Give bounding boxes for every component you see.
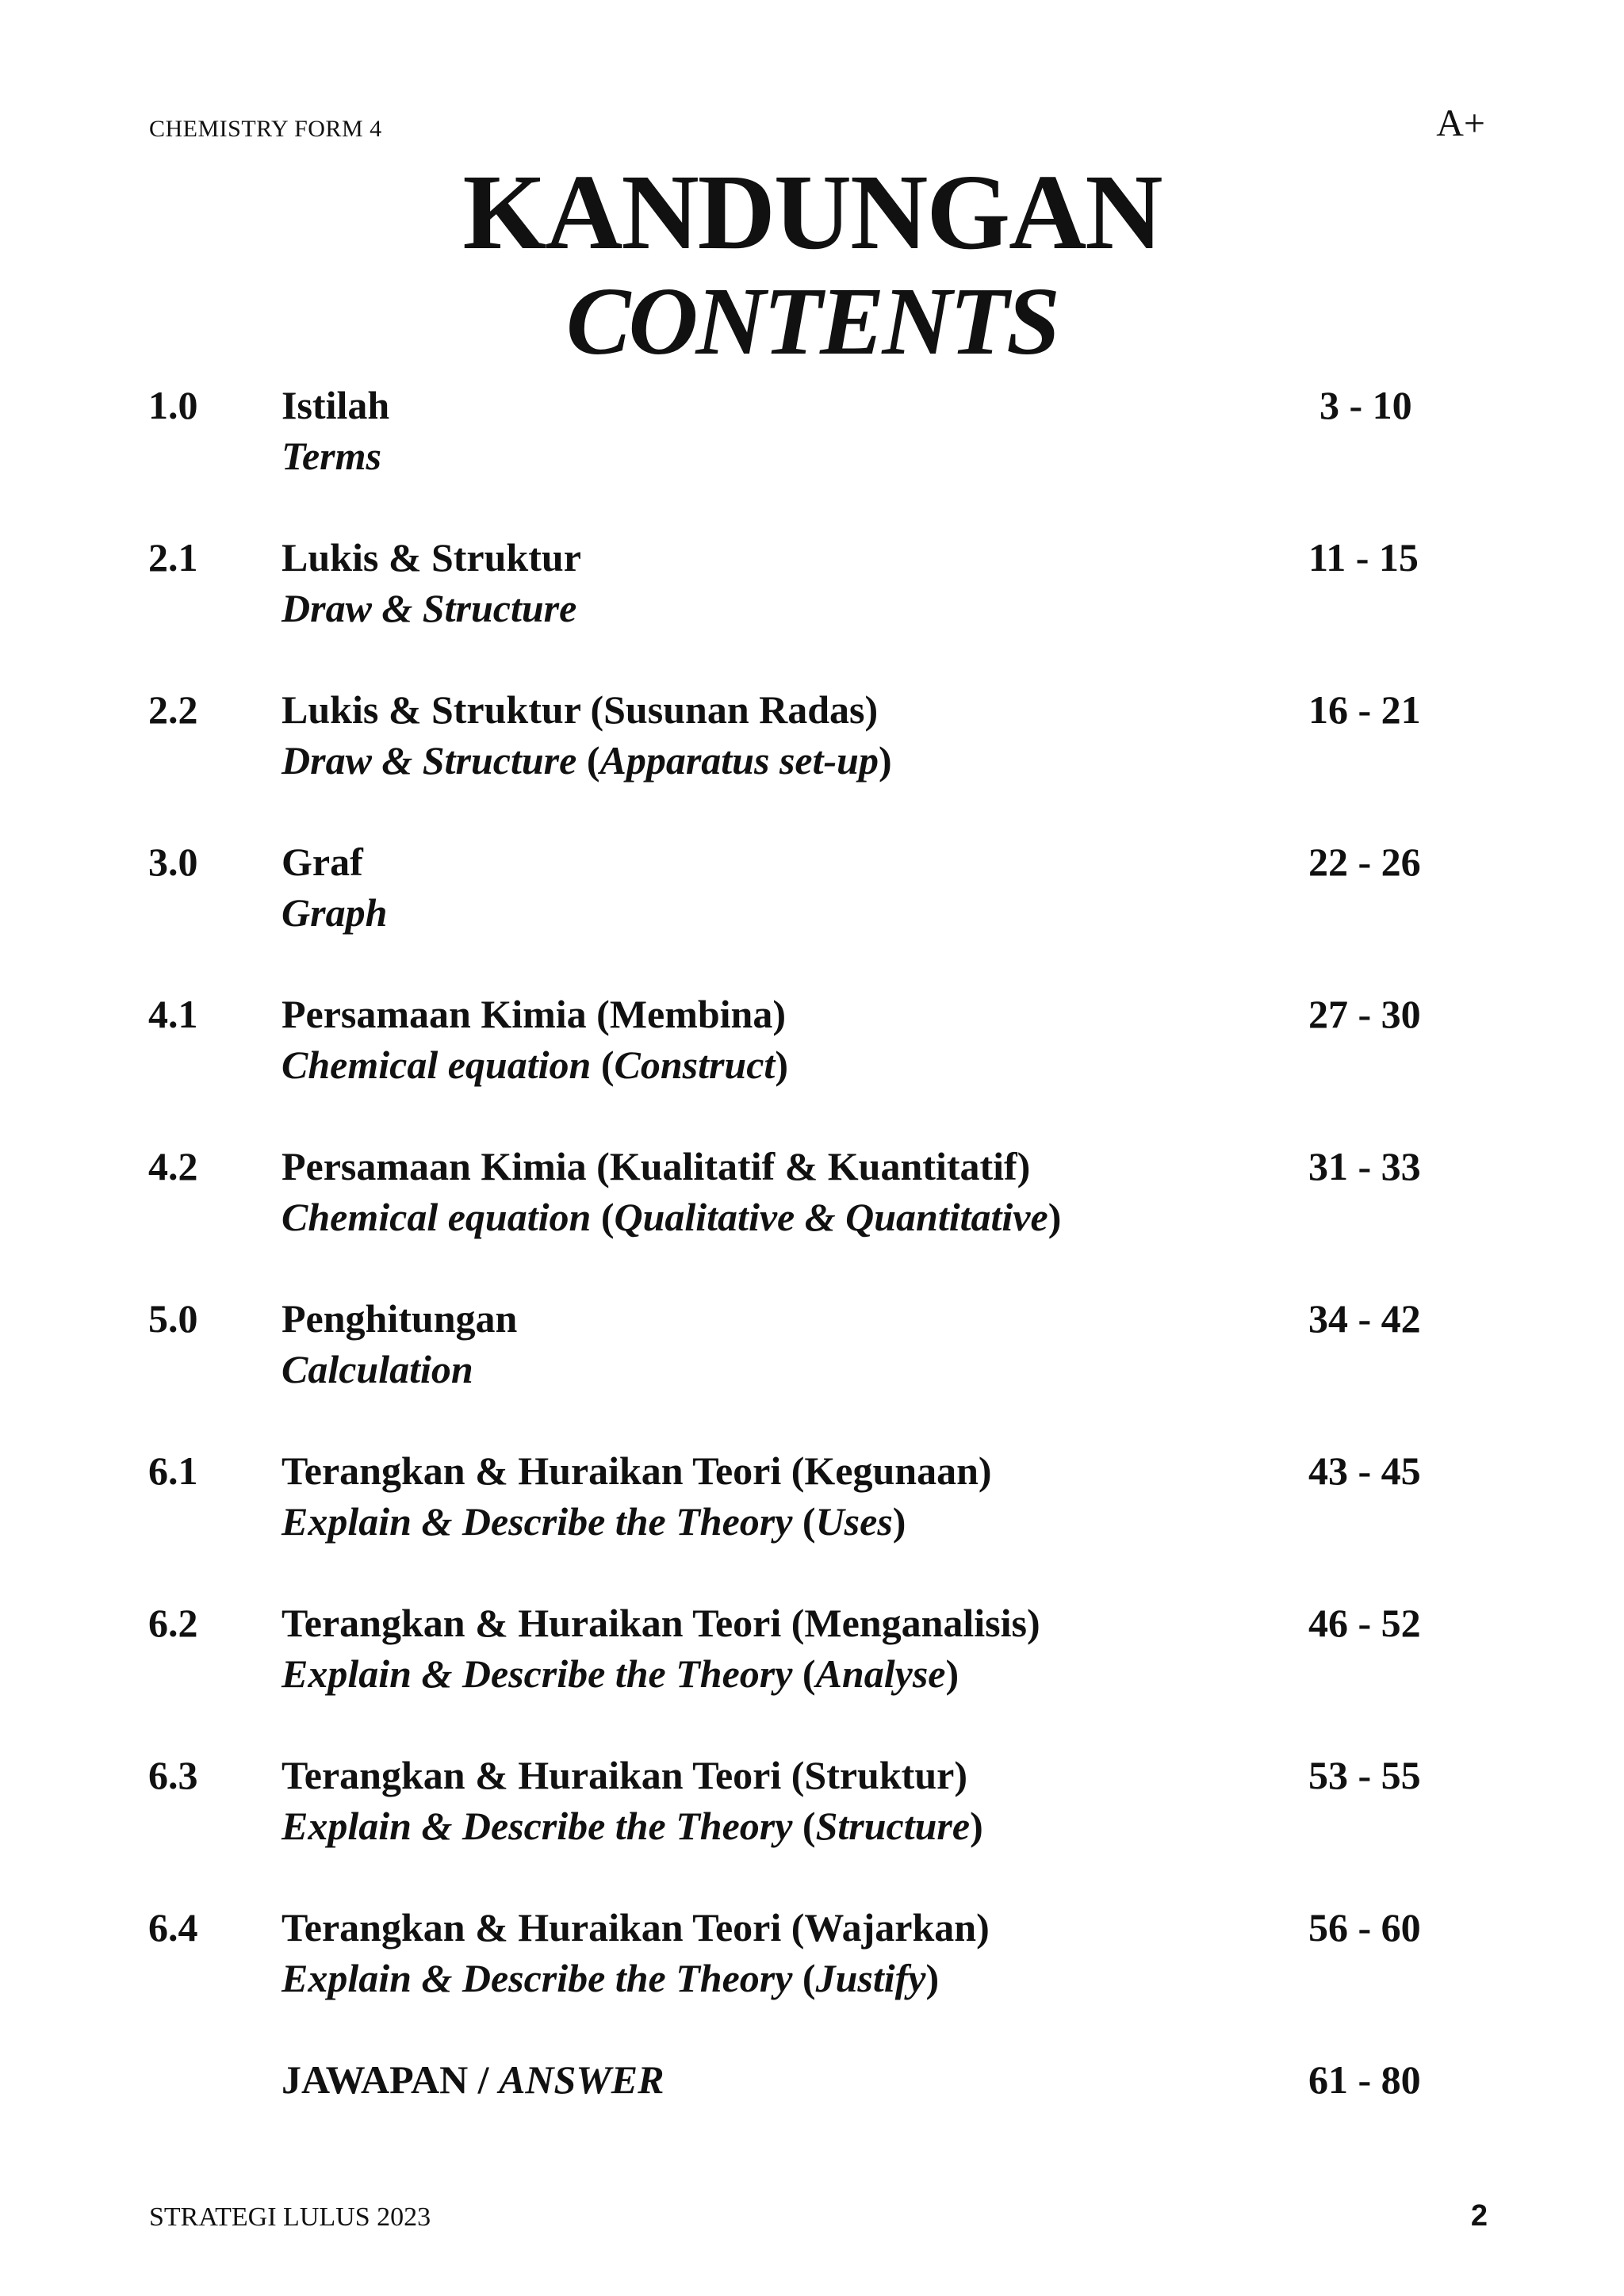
entry-title-english-detail: Justify xyxy=(815,1956,926,2000)
entry-pages: 34 - 42 xyxy=(1308,1296,1421,1341)
entry-title-english-text: Explain & Describe the Theory xyxy=(282,1804,793,1848)
entry-number: 4.1 xyxy=(148,992,198,1036)
entry-title-malay: Lukis & Struktur xyxy=(282,535,581,580)
entry-number: 6.3 xyxy=(148,1753,198,1797)
entry-title-malay: Graf xyxy=(282,840,363,884)
toc-entry-6-4 xyxy=(0,1904,1624,2057)
entry-number: 2.1 xyxy=(148,535,198,580)
toc-entry-2-1 xyxy=(0,534,1624,687)
entry-title-english-text: Chemical equation xyxy=(282,1195,592,1239)
entry-pages: 53 - 55 xyxy=(1308,1753,1421,1797)
entry-title-malay: Terangkan & Huraikan Teori (Kegunaan) xyxy=(282,1448,992,1493)
toc-entry-6-2 xyxy=(0,1600,1624,1752)
entry-title-english-text: Graph xyxy=(282,890,388,935)
entry-title-english-text: Explain & Describe the Theory xyxy=(282,1956,793,2000)
entry-title-english xyxy=(282,1346,473,1392)
entry-title-malay: Istilah xyxy=(282,383,390,427)
entry-number: 1.0 xyxy=(148,383,198,427)
entry-title-malay: Terangkan & Huraikan Teori (Struktur) xyxy=(282,1753,967,1797)
toc-entry-4-2 xyxy=(0,1143,1624,1295)
toc-entry-6-1 xyxy=(0,1448,1624,1600)
entry-title-english xyxy=(282,890,387,936)
entry-title-english-text: Draw & Structure xyxy=(282,738,577,783)
page-number: 2 xyxy=(1470,2199,1488,2233)
entry-pages: 11 - 15 xyxy=(1308,535,1419,580)
entry-title-english: Explain & Describe the Theory (Uses) xyxy=(282,1499,906,1544)
entry-title-malay: Terangkan & Huraikan Teori (Menganalisis) xyxy=(282,1601,1040,1645)
entry-title-malay: Terangkan & Huraikan Teori (Wajarkan) xyxy=(282,1905,990,1950)
entry-title-english-detail: Construct xyxy=(614,1043,776,1087)
page-subtitle: CONTENTS xyxy=(566,268,1058,375)
header-grade: A+ xyxy=(1436,102,1485,144)
entry-title-malay: Lukis & Struktur (Susunan Radas) xyxy=(282,687,879,732)
answer-title-malay: JAWAPAN / xyxy=(282,2057,500,2102)
entry-number: 6.1 xyxy=(148,1448,198,1493)
entry-pages: 27 - 30 xyxy=(1308,992,1421,1036)
entry-title-english: Explain & Describe the Theory (Structure) xyxy=(282,1804,983,1848)
entry-title-malay: Persamaan Kimia (Membina) xyxy=(282,992,787,1036)
entry-number: 4.2 xyxy=(148,1144,198,1188)
entry-pages: 43 - 45 xyxy=(1308,1448,1421,1493)
toc-entry-5-0 xyxy=(0,1295,1624,1448)
entry-pages: 31 - 33 xyxy=(1308,1144,1421,1188)
entry-title-english xyxy=(282,433,381,479)
table-of-contents xyxy=(0,382,1624,2209)
entry-pages: 56 - 60 xyxy=(1308,1905,1421,1950)
entry-number: 5.0 xyxy=(148,1296,198,1341)
entry-title-english-text: Chemical equation xyxy=(282,1043,592,1087)
entry-title-english-text: Explain & Describe the Theory xyxy=(282,1499,793,1544)
entry-number: 3.0 xyxy=(148,840,198,884)
entry-title-english-detail: Qualitative & Quantitative xyxy=(614,1195,1048,1239)
answer-title-english: ANSWER xyxy=(499,2057,665,2102)
entry-pages: 3 - 10 xyxy=(1320,383,1412,427)
entry-title-english-text: Calculation xyxy=(282,1347,473,1391)
toc-entry-3-0 xyxy=(0,839,1624,991)
entry-title-english: Draw & Structure (Apparatus set-up) xyxy=(282,738,892,783)
entry-number: 6.2 xyxy=(148,1601,198,1645)
answer-pages: 61 - 80 xyxy=(1308,2057,1421,2102)
entry-title-english: Explain & Describe the Theory (Justify) xyxy=(282,1956,940,2000)
entry-title-english: Explain & Describe the Theory (Analyse) xyxy=(282,1651,959,1696)
entry-title-english-text: Terms xyxy=(282,434,381,478)
toc-entry-1-0 xyxy=(0,382,1624,534)
entry-title-english-detail: Uses xyxy=(815,1499,893,1544)
entry-title-english-text: Draw & Structure xyxy=(282,586,577,630)
answer-title xyxy=(282,2057,665,2103)
footer-text: STRATEGI LULUS 2023 xyxy=(149,2202,431,2232)
entry-title-english-detail: Analyse xyxy=(815,1651,946,1696)
page-title: KANDUNGAN xyxy=(462,153,1162,272)
toc-entry-answer xyxy=(0,2057,1624,2209)
entry-title-malay: Persamaan Kimia (Kualitatif & Kuantitatif) xyxy=(282,1144,1031,1188)
toc-entry-2-2 xyxy=(0,687,1624,839)
toc-entry-4-1 xyxy=(0,991,1624,1143)
entry-title-english xyxy=(282,585,576,631)
entry-pages: 46 - 52 xyxy=(1308,1601,1421,1645)
entry-title-english: Chemical equation (Qualitative & Quantitative) xyxy=(282,1195,1062,1239)
entry-title-english-detail: Apparatus set-up xyxy=(599,738,879,783)
entry-title-english-text: Explain & Describe the Theory xyxy=(282,1651,793,1696)
entry-pages: 22 - 26 xyxy=(1308,840,1421,884)
entry-title-english-detail: Structure xyxy=(815,1804,971,1848)
entry-number: 2.2 xyxy=(148,687,198,732)
toc-entry-6-3 xyxy=(0,1752,1624,1904)
header-subject: CHEMISTRY FORM 4 xyxy=(149,116,382,142)
entry-pages: 16 - 21 xyxy=(1308,687,1421,732)
entry-number: 6.4 xyxy=(148,1905,198,1950)
entry-title-english: Chemical equation (Construct) xyxy=(282,1043,788,1087)
entry-title-malay: Penghitungan xyxy=(282,1296,518,1341)
